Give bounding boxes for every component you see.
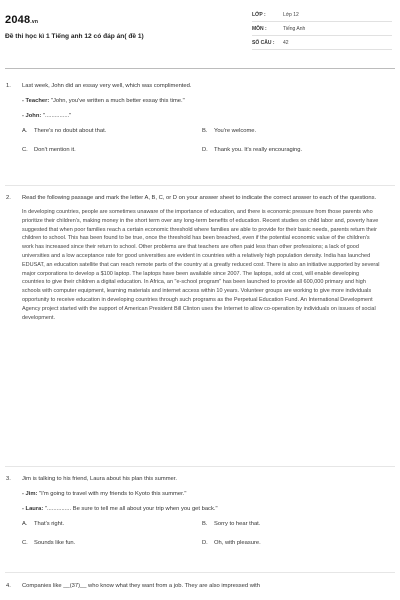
option-letter: D. <box>202 147 208 153</box>
option-text: Don't mention it. <box>34 147 76 153</box>
dialogue-line-john <box>22 112 380 121</box>
dialogue-text: "..............." <box>42 113 72 119</box>
answer-options <box>22 520 380 548</box>
option-a[interactable] <box>22 520 192 529</box>
dialogue-line-jim <box>22 490 380 499</box>
question-number: 2. <box>6 195 11 201</box>
dialogue-line-teacher <box>22 97 380 106</box>
option-text: Sounds like fun. <box>34 540 76 546</box>
option-letter: D. <box>202 540 208 546</box>
option-letter: A. <box>22 128 28 134</box>
option-text: Oh, with pleasure. <box>214 540 261 546</box>
answer-options <box>22 127 380 155</box>
option-letter: A. <box>22 521 28 527</box>
question-number: 4. <box>6 583 11 589</box>
page-header <box>0 0 400 68</box>
logo-suffix: .vn <box>30 19 39 25</box>
question-4 <box>6 582 380 591</box>
question-number: 3. <box>6 476 11 482</box>
option-letter: B. <box>202 128 208 134</box>
meta-count-value: 42 <box>283 39 289 46</box>
speaker-label: - Teacher: <box>22 98 50 104</box>
dialogue-line-laura <box>22 505 380 514</box>
logo-text: 2048 <box>5 14 31 26</box>
meta-subject-label: MÔN : <box>252 25 267 32</box>
meta-class-row <box>252 8 392 22</box>
question-separator <box>5 466 395 467</box>
meta-subject-row <box>252 22 392 36</box>
meta-count-label: SỐ CÂU : <box>252 39 275 46</box>
option-letter: C. <box>22 147 28 153</box>
question-3 <box>6 475 380 548</box>
meta-class-label: LỚP : <box>252 11 266 18</box>
option-letter: C. <box>22 540 28 546</box>
option-b[interactable] <box>202 520 372 529</box>
option-d[interactable] <box>202 146 372 155</box>
speaker-label: - John: <box>22 113 42 119</box>
option-a[interactable] <box>22 127 192 136</box>
option-c[interactable] <box>22 146 192 155</box>
option-text: There's no doubt about that. <box>34 128 107 134</box>
meta-count-row <box>252 36 392 50</box>
option-text: Sorry to hear that. <box>214 521 261 527</box>
option-text: Thank you. It's really encouraging. <box>214 147 303 153</box>
option-c[interactable] <box>22 539 192 548</box>
exam-title: Đề thi học kì 1 Tiếng anh 12 có đáp án( đề 1) <box>5 33 144 40</box>
option-text: That's right. <box>34 521 65 527</box>
meta-class-value: Lớp 12 <box>283 11 299 18</box>
site-logo[interactable] <box>5 14 38 26</box>
question-stem: Last week, John did an essay very well, which was complimented. <box>22 83 192 89</box>
dialogue-text: "John, you've written a much better essay this time." <box>50 98 185 104</box>
option-letter: B. <box>202 521 208 527</box>
question-number: 1. <box>6 83 11 89</box>
exam-meta <box>252 8 392 50</box>
question-separator <box>5 185 395 186</box>
question-2 <box>6 194 380 322</box>
header-divider <box>5 68 395 69</box>
option-text: You're welcome. <box>214 128 257 134</box>
dialogue-text: "I'm going to travel with my friends to Kyoto this summer." <box>39 491 187 497</box>
speaker-label: - Laura: <box>22 506 44 512</box>
meta-subject-value: Tiếng Anh <box>283 25 306 32</box>
reading-passage: In developing countries, people are sometimes unaware of the importance of education, and there is economic pressure from those parents who prioritize their children's, making money in the short term over any long-term benefits of education. Recent studies on child labor and, poverty have suggested that when poor families reach a certain economic threshold where families are able to provide for their basic needs, parents return their children to school. This has been found to be true, once the threshold has been breached, even if the potential economic value of the children's work has increased since their return to school. Other problems are that teachers are often paid less than other professions; a lack of good universities and a low acceptance rate for good universities are evident in countries with a relatively high population density. India has launched EDUSAT, an education satellite that can reach remote parts of the country at a greatly reduced cost. There is also an initiative supported by several major corporations to develop a $100 laptop. The laptops have been available since 2007. The laptops, sold at cost, will enable developing countries to give their children a digital education. In Africa, an "e-school program" has been launched to provide all 600,000 primary and high schools with computer equipment, learning materials and internet access within 10 years. Volunteer groups are working to give more individuals opportunity to receive education in developing countries through such programs as the Perpetual Education Fund. An International Development Agency project started with the support of American President Bill Clinton uses the Internet to allow co-operation by individuals on issues of social development. <box>22 209 380 321</box>
question-1 <box>6 82 380 155</box>
question-stem: Companies like __(37)__ who know what they want from a job. They are also impressed with <box>22 583 261 589</box>
option-b[interactable] <box>202 127 372 136</box>
speaker-label: - Jim: <box>22 491 38 497</box>
question-stem: Jim is talking to his friend, Laura about his plan this summer. <box>22 476 177 482</box>
option-d[interactable] <box>202 539 372 548</box>
dialogue-text: "............... Be sure to tell me all about your trip when you get back." <box>44 506 218 512</box>
question-stem: Read the following passage and mark the letter A, B, C, or D on your answer sheet to indicate the correct answer to each of the questions. <box>22 195 377 201</box>
question-separator <box>5 572 395 573</box>
